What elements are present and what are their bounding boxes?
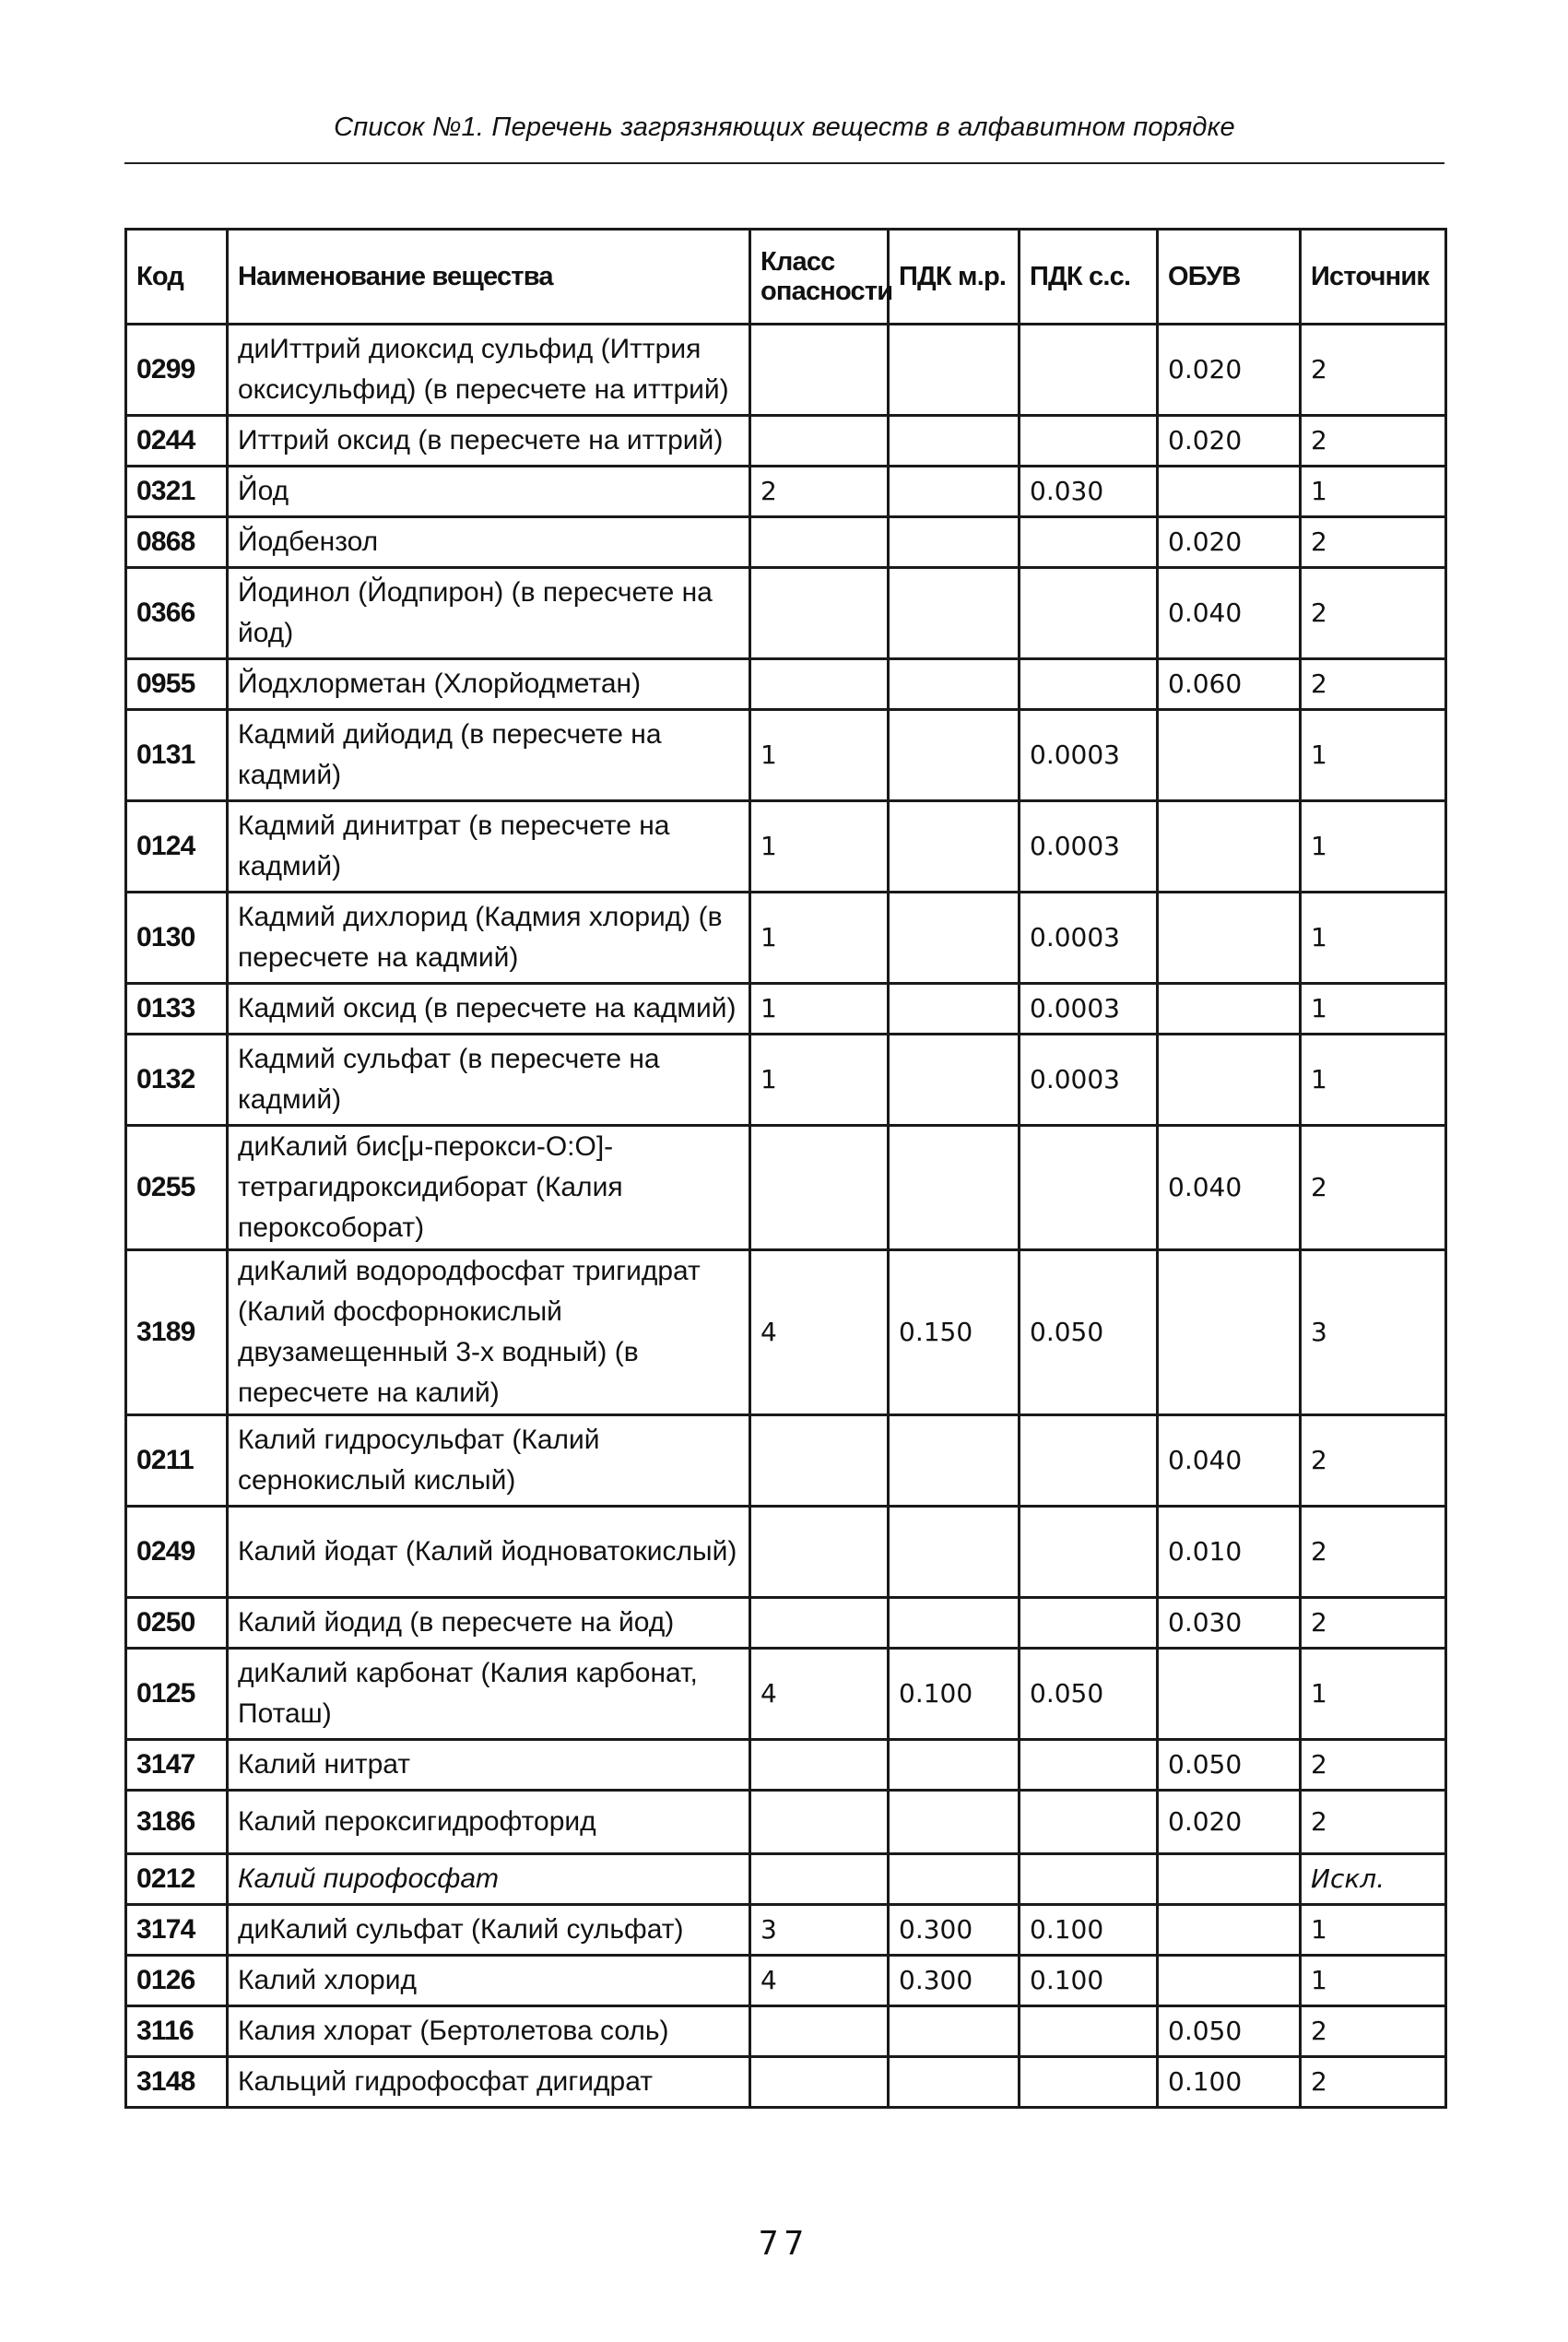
cell-obuv: 0.010 (1158, 1507, 1301, 1598)
header-source: Источник (1301, 230, 1446, 325)
cell-code: 3147 (126, 1740, 228, 1791)
cell-pdk-mr (889, 801, 1020, 893)
cell-name: Калий йодид (в пересчете на йод) (228, 1598, 750, 1649)
cell-name: Калий пероксигидрофторид (228, 1791, 750, 1854)
cell-pdk-ss (1020, 2006, 1158, 2057)
header-code: Код (126, 230, 228, 325)
cell-code: 0212 (126, 1854, 228, 1905)
cell-code: 0366 (126, 568, 228, 659)
cell-hazard-class: 1 (750, 710, 889, 801)
table-row (126, 984, 1446, 1035)
cell-obuv: 0.040 (1158, 568, 1301, 659)
cell-hazard-class (750, 1854, 889, 1905)
cell-source: 2 (1301, 1598, 1446, 1649)
header-rule (124, 162, 1444, 164)
cell-hazard-class (750, 325, 889, 416)
cell-source: 1 (1301, 710, 1446, 801)
cell-source: 2 (1301, 2006, 1446, 2057)
cell-code: 3186 (126, 1791, 228, 1854)
cell-obuv (1158, 1250, 1301, 1415)
cell-source: 1 (1301, 1035, 1446, 1126)
table-row (126, 1905, 1446, 1956)
header-pdk-mr: ПДК м.р. (889, 230, 1020, 325)
cell-obuv: 0.050 (1158, 2006, 1301, 2057)
cell-name: Кальций гидрофосфат дигидрат (228, 2057, 750, 2108)
cell-hazard-class: 1 (750, 984, 889, 1035)
cell-name: Кадмий оксид (в пересчете на кадмий) (228, 984, 750, 1035)
cell-code: 0131 (126, 710, 228, 801)
cell-pdk-ss (1020, 1126, 1158, 1250)
table-row (126, 517, 1446, 568)
cell-source: 2 (1301, 517, 1446, 568)
table-row (126, 801, 1446, 893)
cell-pdk-mr (889, 659, 1020, 710)
cell-pdk-mr: 0.300 (889, 1905, 1020, 1956)
cell-obuv: 0.020 (1158, 1791, 1301, 1854)
cell-pdk-ss: 0.0003 (1020, 801, 1158, 893)
substances-table (124, 228, 1447, 2109)
cell-name: Калий хлорид (228, 1956, 750, 2006)
cell-code: 3148 (126, 2057, 228, 2108)
cell-pdk-ss: 0.0003 (1020, 1035, 1158, 1126)
cell-name: диИттрий диоксид сульфид (Иттрия оксисульфид) (в пересчете на иттрий) (228, 325, 750, 416)
cell-name: Йодинол (Йодпирон) (в пересчете на йод) (228, 568, 750, 659)
cell-pdk-ss: 0.100 (1020, 1956, 1158, 2006)
cell-code: 0299 (126, 325, 228, 416)
cell-obuv: 0.100 (1158, 2057, 1301, 2108)
cell-name: Йод (228, 467, 750, 517)
cell-name: диКалий карбонат (Калия карбонат, Поташ) (228, 1649, 750, 1740)
cell-pdk-ss (1020, 517, 1158, 568)
cell-hazard-class (750, 416, 889, 467)
cell-pdk-ss (1020, 1598, 1158, 1649)
table-row (126, 467, 1446, 517)
cell-code: 0133 (126, 984, 228, 1035)
cell-pdk-mr (889, 568, 1020, 659)
table-header-row (126, 230, 1446, 325)
cell-pdk-ss (1020, 1507, 1158, 1598)
header-pdk-ss: ПДК с.с. (1020, 230, 1158, 325)
cell-hazard-class (750, 1126, 889, 1250)
cell-hazard-class: 4 (750, 1250, 889, 1415)
cell-code: 0130 (126, 893, 228, 984)
table-row (126, 1126, 1446, 1250)
cell-source: 1 (1301, 467, 1446, 517)
table-row (126, 2006, 1446, 2057)
cell-obuv: 0.020 (1158, 325, 1301, 416)
cell-hazard-class: 2 (750, 467, 889, 517)
cell-hazard-class: 1 (750, 801, 889, 893)
cell-pdk-ss (1020, 325, 1158, 416)
cell-name: Иттрий оксид (в пересчете на иттрий) (228, 416, 750, 467)
page-number: 77 (758, 2225, 810, 2263)
cell-name: диКалий сульфат (Калий сульфат) (228, 1905, 750, 1956)
table-row (126, 1956, 1446, 2006)
cell-name: Кадмий динитрат (в пересчете на кадмий) (228, 801, 750, 893)
cell-pdk-ss: 0.0003 (1020, 893, 1158, 984)
cell-pdk-ss: 0.030 (1020, 467, 1158, 517)
cell-hazard-class (750, 1791, 889, 1854)
cell-pdk-mr (889, 1035, 1020, 1126)
cell-source: 2 (1301, 659, 1446, 710)
table-row (126, 1649, 1446, 1740)
cell-name: Кадмий дийодид (в пересчете на кадмий) (228, 710, 750, 801)
cell-pdk-mr (889, 467, 1020, 517)
cell-pdk-ss (1020, 659, 1158, 710)
cell-source: 1 (1301, 893, 1446, 984)
cell-pdk-ss (1020, 1415, 1158, 1507)
cell-pdk-ss: 0.050 (1020, 1250, 1158, 1415)
cell-name: диКалий водородфосфат тригидрат (Калий фосфорнокислый двузамещенный 3-х водный) (в пересчете на калий) (228, 1250, 750, 1415)
cell-name: Калий йодат (Калий йодноватокислый) (228, 1507, 750, 1598)
cell-obuv (1158, 1035, 1301, 1126)
cell-pdk-ss (1020, 568, 1158, 659)
cell-source: 2 (1301, 416, 1446, 467)
table-row (126, 1791, 1446, 1854)
cell-code: 3189 (126, 1250, 228, 1415)
cell-pdk-mr: 0.100 (889, 1649, 1020, 1740)
cell-source: 1 (1301, 1956, 1446, 2006)
cell-pdk-mr: 0.300 (889, 1956, 1020, 2006)
cell-hazard-class: 1 (750, 1035, 889, 1126)
cell-hazard-class: 1 (750, 893, 889, 984)
cell-code: 0124 (126, 801, 228, 893)
cell-name: Йодхлорметан (Хлорйодметан) (228, 659, 750, 710)
cell-hazard-class: 4 (750, 1956, 889, 2006)
cell-hazard-class: 3 (750, 1905, 889, 1956)
cell-pdk-mr (889, 1791, 1020, 1854)
cell-pdk-mr: 0.150 (889, 1250, 1020, 1415)
cell-pdk-ss: 0.0003 (1020, 710, 1158, 801)
table-body (126, 325, 1446, 2108)
cell-source: Искл. (1301, 1854, 1446, 1905)
cell-obuv: 0.050 (1158, 1740, 1301, 1791)
cell-code: 0132 (126, 1035, 228, 1126)
cell-pdk-mr (889, 325, 1020, 416)
cell-hazard-class (750, 517, 889, 568)
cell-source: 2 (1301, 568, 1446, 659)
cell-source: 2 (1301, 1791, 1446, 1854)
cell-pdk-mr (889, 1415, 1020, 1507)
table-row (126, 893, 1446, 984)
cell-obuv: 0.030 (1158, 1598, 1301, 1649)
cell-code: 0250 (126, 1598, 228, 1649)
cell-obuv (1158, 1956, 1301, 2006)
cell-pdk-mr (889, 1598, 1020, 1649)
table-row (126, 1035, 1446, 1126)
cell-name: диКалий бис[μ-перокси-О:О]-тетрагидроксидиборат (Калия пероксоборат) (228, 1126, 750, 1250)
cell-hazard-class (750, 1598, 889, 1649)
cell-name: Калий гидросульфат (Калий сернокислый кислый) (228, 1415, 750, 1507)
cell-source: 2 (1301, 1507, 1446, 1598)
cell-pdk-ss: 0.100 (1020, 1905, 1158, 1956)
cell-pdk-mr (889, 416, 1020, 467)
cell-obuv: 0.060 (1158, 659, 1301, 710)
cell-code: 3174 (126, 1905, 228, 1956)
table-row (126, 659, 1446, 710)
cell-hazard-class (750, 2057, 889, 2108)
cell-name: Калия хлорат (Бертолетова соль) (228, 2006, 750, 2057)
cell-obuv (1158, 1905, 1301, 1956)
cell-obuv (1158, 710, 1301, 801)
running-header: Список №1. Перечень загрязняющих веществ в алфавитном порядке (334, 112, 1235, 142)
cell-pdk-ss: 0.0003 (1020, 984, 1158, 1035)
cell-hazard-class (750, 1415, 889, 1507)
cell-pdk-mr (889, 1740, 1020, 1791)
cell-hazard-class (750, 659, 889, 710)
cell-source: 2 (1301, 1126, 1446, 1250)
table-row (126, 1854, 1446, 1905)
cell-code: 0244 (126, 416, 228, 467)
cell-obuv: 0.040 (1158, 1126, 1301, 1250)
cell-obuv (1158, 893, 1301, 984)
cell-hazard-class (750, 1740, 889, 1791)
table-row (126, 568, 1446, 659)
header-name: Наименование вещества (228, 230, 750, 325)
cell-obuv (1158, 984, 1301, 1035)
cell-pdk-mr (889, 1126, 1020, 1250)
header-hazard-class: Класс опасности (750, 230, 889, 325)
cell-code: 0955 (126, 659, 228, 710)
cell-pdk-ss (1020, 1791, 1158, 1854)
table-row (126, 1598, 1446, 1649)
cell-obuv (1158, 801, 1301, 893)
cell-name: Кадмий сульфат (в пересчете на кадмий) (228, 1035, 750, 1126)
table-row (126, 1250, 1446, 1415)
cell-pdk-ss (1020, 1854, 1158, 1905)
cell-source: 1 (1301, 1649, 1446, 1740)
cell-pdk-ss: 0.050 (1020, 1649, 1158, 1740)
cell-pdk-mr (889, 517, 1020, 568)
header-obuv: ОБУВ (1158, 230, 1301, 325)
cell-pdk-mr (889, 2057, 1020, 2108)
cell-code: 0126 (126, 1956, 228, 2006)
table-row (126, 325, 1446, 416)
cell-source: 2 (1301, 325, 1446, 416)
cell-name: Калий нитрат (228, 1740, 750, 1791)
cell-obuv: 0.020 (1158, 517, 1301, 568)
cell-hazard-class (750, 568, 889, 659)
cell-obuv: 0.020 (1158, 416, 1301, 467)
cell-source: 3 (1301, 1250, 1446, 1415)
table-row (126, 1740, 1446, 1791)
cell-obuv (1158, 1854, 1301, 1905)
cell-source: 1 (1301, 1905, 1446, 1956)
cell-obuv (1158, 467, 1301, 517)
cell-source: 2 (1301, 2057, 1446, 2108)
cell-pdk-mr (889, 1854, 1020, 1905)
cell-code: 0255 (126, 1126, 228, 1250)
cell-pdk-mr (889, 984, 1020, 1035)
table-row (126, 1507, 1446, 1598)
cell-hazard-class (750, 1507, 889, 1598)
cell-source: 2 (1301, 1415, 1446, 1507)
cell-obuv (1158, 1649, 1301, 1740)
cell-code: 0125 (126, 1649, 228, 1740)
table-row (126, 416, 1446, 467)
cell-name: Йодбензол (228, 517, 750, 568)
cell-pdk-ss (1020, 416, 1158, 467)
cell-pdk-mr (889, 2006, 1020, 2057)
cell-code: 0249 (126, 1507, 228, 1598)
cell-code: 3116 (126, 2006, 228, 2057)
cell-obuv: 0.040 (1158, 1415, 1301, 1507)
cell-pdk-ss (1020, 2057, 1158, 2108)
cell-source: 1 (1301, 984, 1446, 1035)
cell-pdk-ss (1020, 1740, 1158, 1791)
cell-pdk-mr (889, 893, 1020, 984)
cell-source: 1 (1301, 801, 1446, 893)
cell-pdk-mr (889, 1507, 1020, 1598)
cell-hazard-class: 4 (750, 1649, 889, 1740)
cell-code: 0211 (126, 1415, 228, 1507)
table-row (126, 710, 1446, 801)
cell-hazard-class (750, 2006, 889, 2057)
cell-name: Кадмий дихлорид (Кадмия хлорид) (в пересчете на кадмий) (228, 893, 750, 984)
table-row (126, 2057, 1446, 2108)
cell-code: 0321 (126, 467, 228, 517)
cell-pdk-mr (889, 710, 1020, 801)
cell-code: 0868 (126, 517, 228, 568)
cell-name: Калий пирофосфат (228, 1854, 750, 1905)
table-row (126, 1415, 1446, 1507)
cell-source: 2 (1301, 1740, 1446, 1791)
